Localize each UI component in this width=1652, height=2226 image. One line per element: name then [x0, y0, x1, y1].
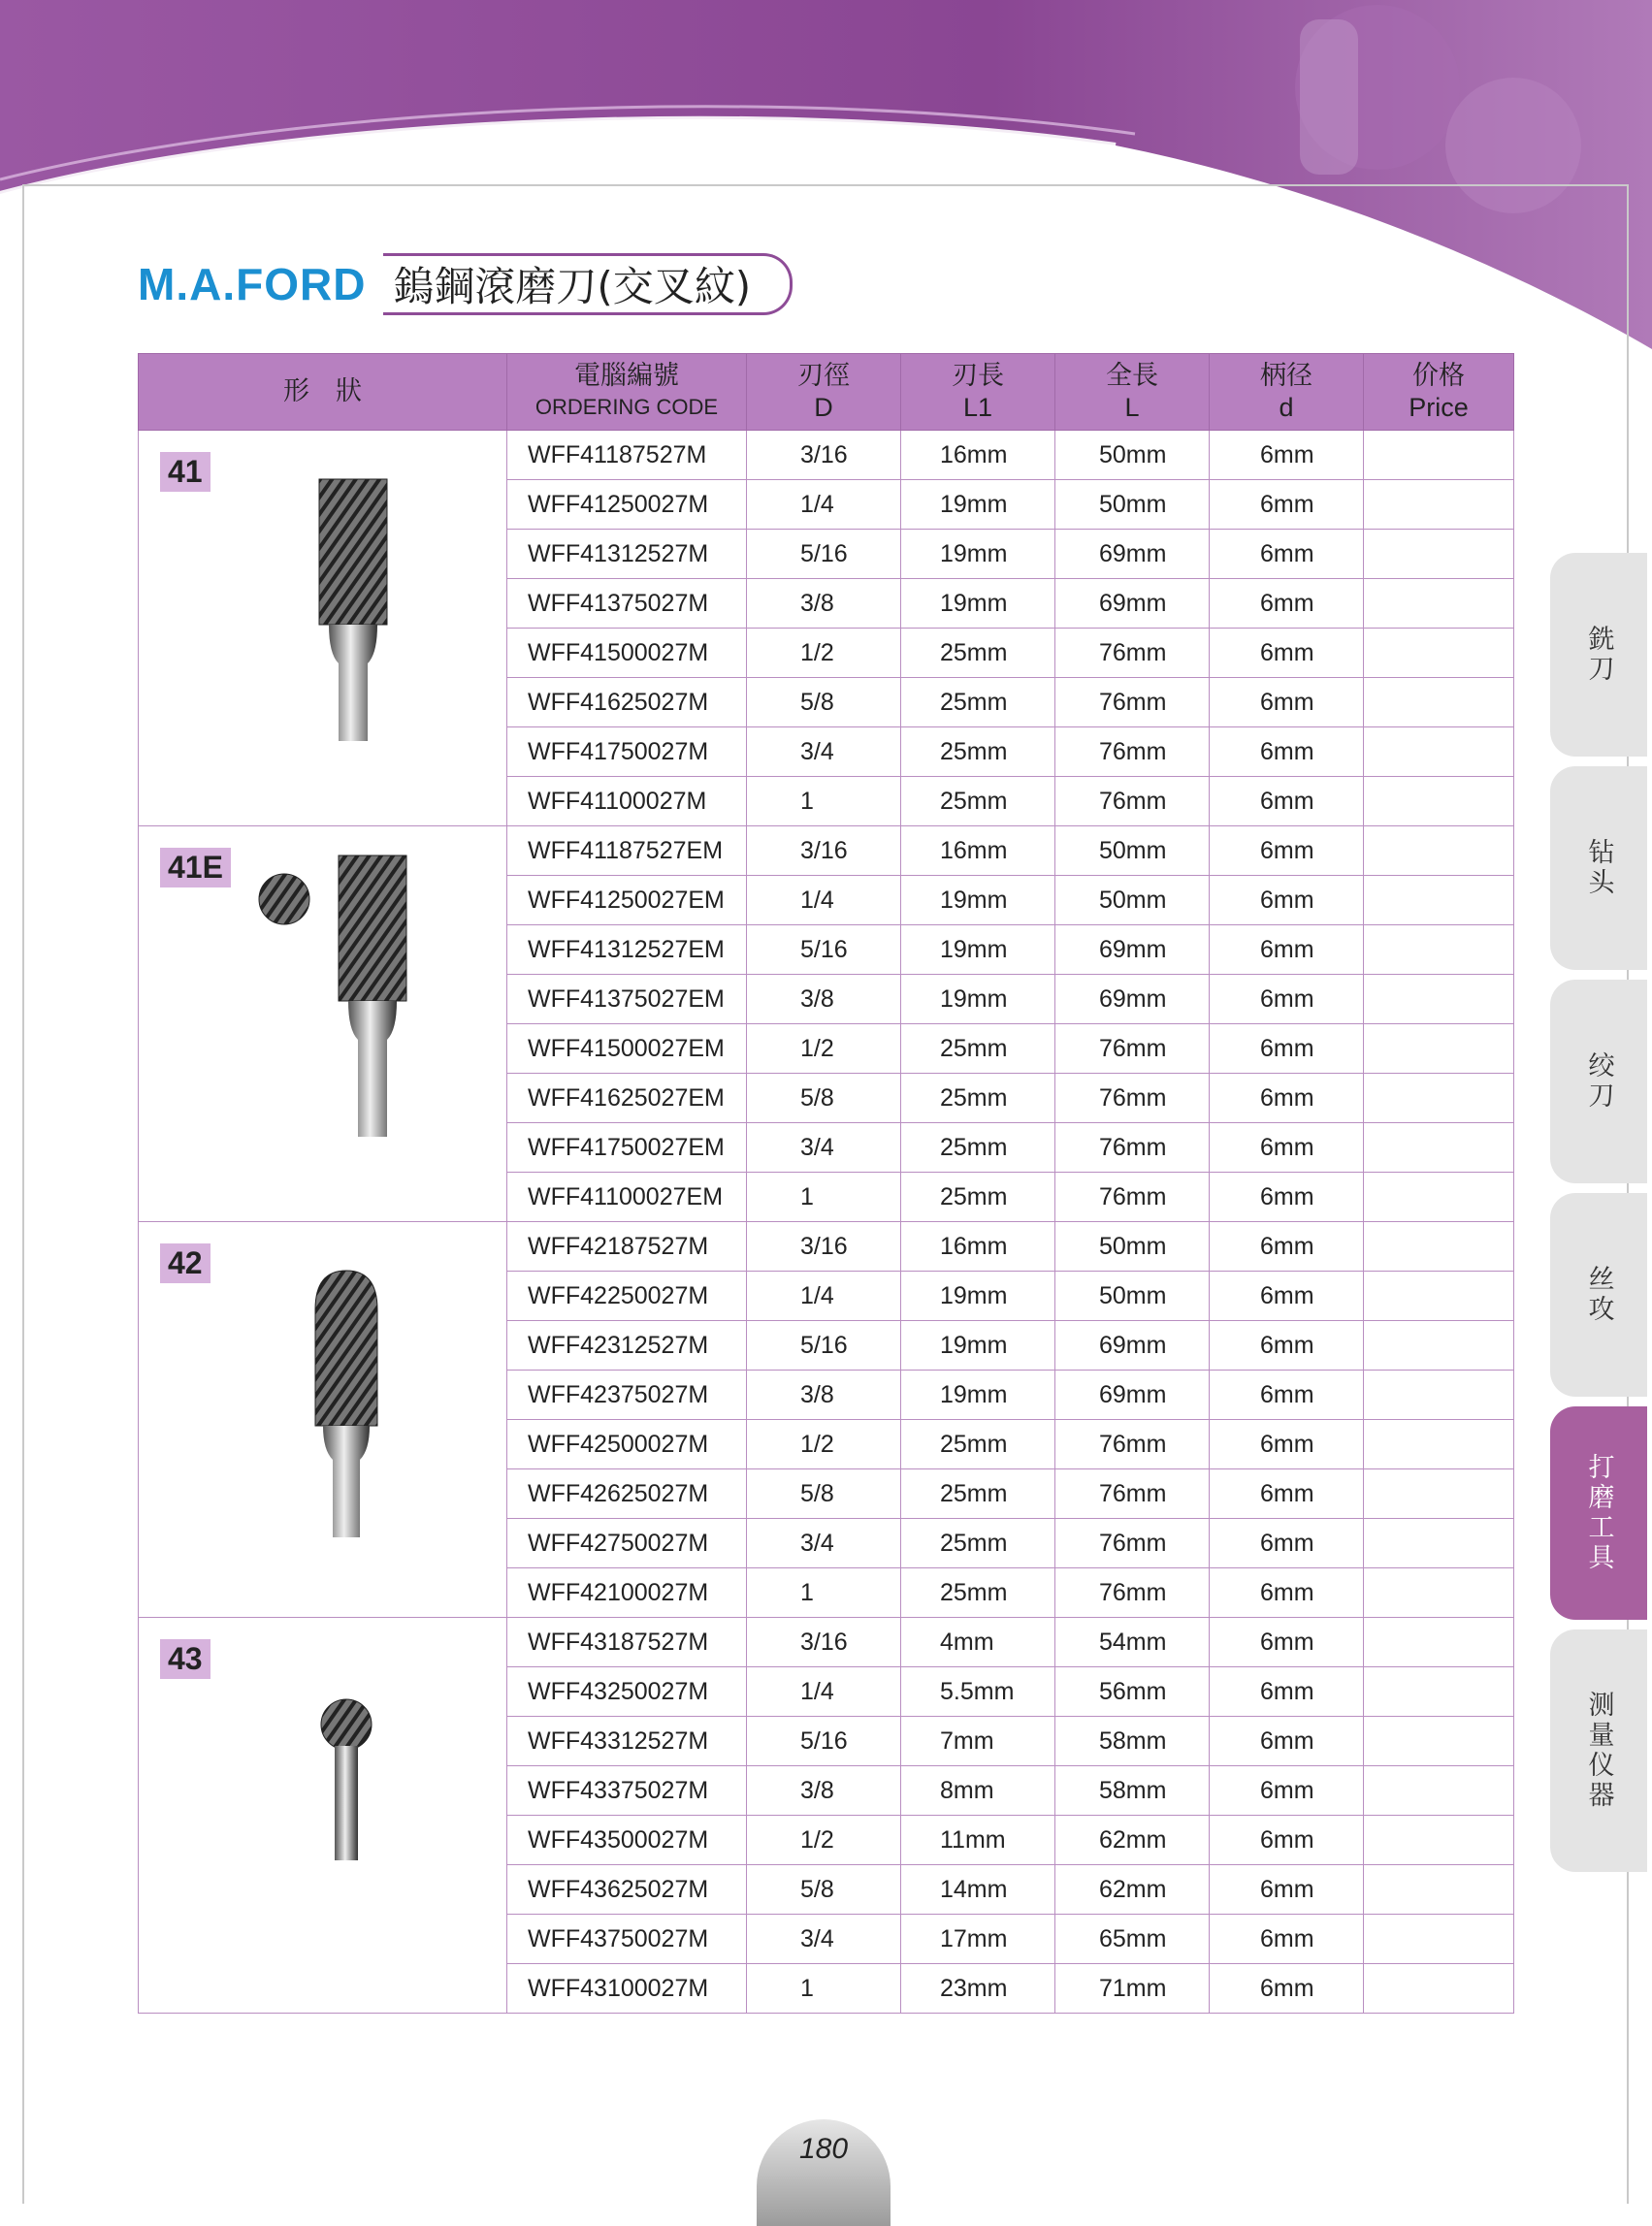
- shank-diameter-cell: 6mm: [1210, 925, 1364, 975]
- ordering-code-cell: WFF43375027M: [507, 1766, 747, 1816]
- cut-length-cell: 23mm: [901, 1964, 1055, 2014]
- cut-length-cell: 16mm: [901, 1222, 1055, 1272]
- diameter-cell: 5/8: [747, 1074, 901, 1123]
- product-table: [138, 353, 1514, 2014]
- ordering-code-cell: WFF42625027M: [507, 1469, 747, 1519]
- table-row: [139, 826, 1514, 876]
- diameter-cell: 5/16: [747, 1717, 901, 1766]
- price-cell: [1364, 579, 1514, 629]
- diameter-cell: 3/4: [747, 1915, 901, 1964]
- shank-diameter-cell: 6mm: [1210, 1964, 1364, 2014]
- col-diameter: 刃徑 D: [747, 354, 901, 431]
- ordering-code-cell: WFF42250027M: [507, 1272, 747, 1321]
- cut-length-cell: 7mm: [901, 1717, 1055, 1766]
- shape-cell: [139, 1618, 507, 2014]
- table-header-row: [139, 354, 1514, 431]
- shank-diameter-cell: 6mm: [1210, 579, 1364, 629]
- total-length-cell: 71mm: [1055, 1964, 1210, 2014]
- ordering-code-cell: WFF43187527M: [507, 1618, 747, 1667]
- diameter-cell: 1/2: [747, 1024, 901, 1074]
- cut-length-cell: 17mm: [901, 1915, 1055, 1964]
- shank-diameter-cell: 6mm: [1210, 629, 1364, 678]
- price-cell: [1364, 1766, 1514, 1816]
- brand-name: M.A.FORD: [138, 259, 367, 309]
- diameter-cell: 1/2: [747, 1420, 901, 1469]
- ordering-code-cell: WFF42375027M: [507, 1371, 747, 1420]
- cut-length-cell: 5.5mm: [901, 1667, 1055, 1717]
- shank-diameter-cell: 6mm: [1210, 431, 1364, 480]
- ordering-code-cell: WFF41375027M: [507, 579, 747, 629]
- cut-length-cell: 19mm: [901, 925, 1055, 975]
- side-tab-reamers[interactable]: 绞刀: [1550, 980, 1647, 1183]
- diameter-cell: 3/16: [747, 826, 901, 876]
- total-length-cell: 69mm: [1055, 925, 1210, 975]
- diameter-cell: 1/4: [747, 480, 901, 530]
- cut-length-cell: 14mm: [901, 1865, 1055, 1915]
- diameter-cell: 5/8: [747, 678, 901, 727]
- ordering-code-cell: WFF41250027EM: [507, 876, 747, 925]
- shank-diameter-cell: 6mm: [1210, 1173, 1364, 1222]
- cut-length-cell: 25mm: [901, 1469, 1055, 1519]
- diameter-cell: 3/16: [747, 1222, 901, 1272]
- diameter-cell: 5/16: [747, 530, 901, 579]
- diameter-cell: 3/4: [747, 1123, 901, 1173]
- side-tab-taps[interactable]: 丝攻: [1550, 1193, 1647, 1397]
- ordering-code-cell: WFF41312527M: [507, 530, 747, 579]
- diameter-cell: 1/2: [747, 629, 901, 678]
- total-length-cell: 58mm: [1055, 1766, 1210, 1816]
- ordering-code-cell: WFF43625027M: [507, 1865, 747, 1915]
- price-cell: [1364, 727, 1514, 777]
- total-length-cell: 56mm: [1055, 1667, 1210, 1717]
- price-cell: [1364, 876, 1514, 925]
- cut-length-cell: 25mm: [901, 1173, 1055, 1222]
- diameter-cell: 3/8: [747, 975, 901, 1024]
- diameter-cell: 5/8: [747, 1865, 901, 1915]
- total-length-cell: 54mm: [1055, 1618, 1210, 1667]
- shape-tag: 41E: [160, 848, 231, 887]
- price-cell: [1364, 1321, 1514, 1371]
- shank-diameter-cell: 6mm: [1210, 480, 1364, 530]
- side-tab-grinding-tools[interactable]: 打磨工具: [1550, 1406, 1647, 1620]
- cut-length-cell: 25mm: [901, 1074, 1055, 1123]
- page-number: 180: [757, 2119, 891, 2226]
- shape-tag: 41: [160, 452, 211, 492]
- diameter-cell: 5/16: [747, 1321, 901, 1371]
- total-length-cell: 76mm: [1055, 727, 1210, 777]
- total-length-cell: 50mm: [1055, 876, 1210, 925]
- diameter-cell: 3/4: [747, 727, 901, 777]
- total-length-cell: 76mm: [1055, 1420, 1210, 1469]
- cut-length-cell: 19mm: [901, 480, 1055, 530]
- ordering-code-cell: WFF42500027M: [507, 1420, 747, 1469]
- price-cell: [1364, 826, 1514, 876]
- shank-diameter-cell: 6mm: [1210, 1717, 1364, 1766]
- cut-length-cell: 19mm: [901, 579, 1055, 629]
- shape-tag: 42: [160, 1243, 211, 1283]
- diameter-cell: 1/2: [747, 1816, 901, 1865]
- total-length-cell: 76mm: [1055, 777, 1210, 826]
- price-cell: [1364, 530, 1514, 579]
- total-length-cell: 58mm: [1055, 1717, 1210, 1766]
- ordering-code-cell: WFF41625027EM: [507, 1074, 747, 1123]
- ordering-code-cell: WFF41100027M: [507, 777, 747, 826]
- diameter-cell: 1/4: [747, 1667, 901, 1717]
- table-row: [139, 431, 1514, 480]
- shape-cell: [139, 826, 507, 1222]
- shank-diameter-cell: 6mm: [1210, 1272, 1364, 1321]
- diameter-cell: 3/8: [747, 1371, 901, 1420]
- total-length-cell: 50mm: [1055, 480, 1210, 530]
- shank-diameter-cell: 6mm: [1210, 1469, 1364, 1519]
- shank-diameter-cell: 6mm: [1210, 1568, 1364, 1618]
- total-length-cell: 50mm: [1055, 431, 1210, 480]
- total-length-cell: 76mm: [1055, 1123, 1210, 1173]
- cut-length-cell: 16mm: [901, 431, 1055, 480]
- price-cell: [1364, 678, 1514, 727]
- col-shank-diameter: 柄径 d: [1210, 354, 1364, 431]
- price-cell: [1364, 1568, 1514, 1618]
- cut-length-cell: 25mm: [901, 1519, 1055, 1568]
- page-title-text: 鎢鋼滾磨刀(交叉紋): [393, 263, 752, 310]
- price-cell: [1364, 1667, 1514, 1717]
- price-cell: [1364, 629, 1514, 678]
- price-cell: [1364, 1123, 1514, 1173]
- price-cell: [1364, 1074, 1514, 1123]
- cut-length-cell: 19mm: [901, 530, 1055, 579]
- ordering-code-cell: WFF41250027M: [507, 480, 747, 530]
- col-price: 价格 Price: [1364, 354, 1514, 431]
- shank-diameter-cell: 6mm: [1210, 1420, 1364, 1469]
- shank-diameter-cell: 6mm: [1210, 678, 1364, 727]
- price-cell: [1364, 431, 1514, 480]
- diameter-cell: 3/4: [747, 1519, 901, 1568]
- shape-tag: 43: [160, 1639, 211, 1679]
- ordering-code-cell: WFF41187527EM: [507, 826, 747, 876]
- diameter-cell: 1: [747, 777, 901, 826]
- total-length-cell: 76mm: [1055, 1173, 1210, 1222]
- cut-length-cell: 19mm: [901, 1272, 1055, 1321]
- shank-diameter-cell: 6mm: [1210, 1074, 1364, 1123]
- ordering-code-cell: WFF43500027M: [507, 1816, 747, 1865]
- col-ordering-code: 電腦編號 ORDERING CODE: [507, 354, 747, 431]
- cut-length-cell: 25mm: [901, 1123, 1055, 1173]
- ordering-code-cell: WFF41500027M: [507, 629, 747, 678]
- total-length-cell: 76mm: [1055, 629, 1210, 678]
- cut-length-cell: 25mm: [901, 727, 1055, 777]
- ordering-code-cell: WFF42312527M: [507, 1321, 747, 1371]
- page-title: [383, 253, 793, 315]
- ordering-code-cell: WFF42750027M: [507, 1519, 747, 1568]
- price-cell: [1364, 1222, 1514, 1272]
- price-cell: [1364, 1420, 1514, 1469]
- ordering-code-cell: WFF42187527M: [507, 1222, 747, 1272]
- ordering-code-cell: WFF43750027M: [507, 1915, 747, 1964]
- shank-diameter-cell: 6mm: [1210, 1865, 1364, 1915]
- price-cell: [1364, 975, 1514, 1024]
- diameter-cell: 5/8: [747, 1469, 901, 1519]
- shank-diameter-cell: 6mm: [1210, 1618, 1364, 1667]
- shank-diameter-cell: 6mm: [1210, 1667, 1364, 1717]
- total-length-cell: 62mm: [1055, 1865, 1210, 1915]
- total-length-cell: 69mm: [1055, 579, 1210, 629]
- shank-diameter-cell: 6mm: [1210, 1371, 1364, 1420]
- shank-diameter-cell: 6mm: [1210, 530, 1364, 579]
- cut-length-cell: 19mm: [901, 876, 1055, 925]
- total-length-cell: 76mm: [1055, 678, 1210, 727]
- diameter-cell: 1: [747, 1964, 901, 2014]
- product-table-wrapper: [138, 353, 1513, 2014]
- shape-cell: [139, 1222, 507, 1618]
- price-cell: [1364, 1618, 1514, 1667]
- price-cell: [1364, 777, 1514, 826]
- total-length-cell: 50mm: [1055, 826, 1210, 876]
- cut-length-cell: 16mm: [901, 826, 1055, 876]
- cut-length-cell: 19mm: [901, 1371, 1055, 1420]
- ordering-code-cell: WFF41312527EM: [507, 925, 747, 975]
- total-length-cell: 50mm: [1055, 1272, 1210, 1321]
- price-cell: [1364, 1173, 1514, 1222]
- total-length-cell: 65mm: [1055, 1915, 1210, 1964]
- shank-diameter-cell: 6mm: [1210, 1766, 1364, 1816]
- ordering-code-cell: WFF43250027M: [507, 1667, 747, 1717]
- side-tab-measuring[interactable]: 测量仪器: [1550, 1629, 1647, 1872]
- cut-length-cell: 25mm: [901, 1024, 1055, 1074]
- title-row: [138, 250, 793, 318]
- ordering-code-cell: WFF41625027M: [507, 678, 747, 727]
- cut-length-cell: 8mm: [901, 1766, 1055, 1816]
- total-length-cell: 69mm: [1055, 1371, 1210, 1420]
- total-length-cell: 69mm: [1055, 530, 1210, 579]
- cut-length-cell: 11mm: [901, 1816, 1055, 1865]
- price-cell: [1364, 1469, 1514, 1519]
- shank-diameter-cell: 6mm: [1210, 777, 1364, 826]
- table-row: [139, 1222, 1514, 1272]
- ordering-code-cell: WFF41375027EM: [507, 975, 747, 1024]
- shank-diameter-cell: 6mm: [1210, 1321, 1364, 1371]
- shank-diameter-cell: 6mm: [1210, 1222, 1364, 1272]
- cut-length-cell: 25mm: [901, 1568, 1055, 1618]
- diameter-cell: 3/16: [747, 431, 901, 480]
- cut-length-cell: 19mm: [901, 1321, 1055, 1371]
- ordering-code-cell: WFF41750027M: [507, 727, 747, 777]
- total-length-cell: 76mm: [1055, 1568, 1210, 1618]
- ordering-code-cell: WFF42100027M: [507, 1568, 747, 1618]
- diameter-cell: 5/16: [747, 925, 901, 975]
- shank-diameter-cell: 6mm: [1210, 1519, 1364, 1568]
- cut-length-cell: 4mm: [901, 1618, 1055, 1667]
- price-cell: [1364, 1865, 1514, 1915]
- shank-diameter-cell: 6mm: [1210, 975, 1364, 1024]
- side-tab-drills[interactable]: 钻头: [1550, 766, 1647, 970]
- diameter-cell: 1/4: [747, 1272, 901, 1321]
- ordering-code-cell: WFF43100027M: [507, 1964, 747, 2014]
- ordering-code-cell: WFF43312527M: [507, 1717, 747, 1766]
- diameter-cell: 3/8: [747, 579, 901, 629]
- shank-diameter-cell: 6mm: [1210, 1915, 1364, 1964]
- total-length-cell: 69mm: [1055, 1321, 1210, 1371]
- total-length-cell: 62mm: [1055, 1816, 1210, 1865]
- shank-diameter-cell: 6mm: [1210, 1024, 1364, 1074]
- price-cell: [1364, 1915, 1514, 1964]
- shank-diameter-cell: 6mm: [1210, 876, 1364, 925]
- price-cell: [1364, 480, 1514, 530]
- cut-length-cell: 19mm: [901, 975, 1055, 1024]
- total-length-cell: 50mm: [1055, 1222, 1210, 1272]
- shank-diameter-cell: 6mm: [1210, 727, 1364, 777]
- ordering-code-cell: WFF41500027EM: [507, 1024, 747, 1074]
- shank-diameter-cell: 6mm: [1210, 826, 1364, 876]
- table-row: [139, 1618, 1514, 1667]
- diameter-cell: 3/16: [747, 1618, 901, 1667]
- price-cell: [1364, 1816, 1514, 1865]
- col-total-length: 全長 L: [1055, 354, 1210, 431]
- side-tab-milling[interactable]: 銑刀: [1550, 553, 1647, 757]
- shank-diameter-cell: 6mm: [1210, 1123, 1364, 1173]
- shape-cell: [139, 431, 507, 826]
- diameter-cell: 1: [747, 1568, 901, 1618]
- price-cell: [1364, 1964, 1514, 2014]
- shank-diameter-cell: 6mm: [1210, 1816, 1364, 1865]
- cut-length-cell: 25mm: [901, 1420, 1055, 1469]
- ordering-code-cell: WFF41187527M: [507, 431, 747, 480]
- price-cell: [1364, 1519, 1514, 1568]
- col-shape: 形 狀: [139, 354, 507, 431]
- total-length-cell: 76mm: [1055, 1024, 1210, 1074]
- total-length-cell: 69mm: [1055, 975, 1210, 1024]
- ordering-code-cell: WFF41100027EM: [507, 1173, 747, 1222]
- cut-length-cell: 25mm: [901, 678, 1055, 727]
- price-cell: [1364, 1371, 1514, 1420]
- diameter-cell: 1/4: [747, 876, 901, 925]
- price-cell: [1364, 1024, 1514, 1074]
- price-cell: [1364, 1717, 1514, 1766]
- price-cell: [1364, 925, 1514, 975]
- total-length-cell: 76mm: [1055, 1074, 1210, 1123]
- col-cut-length: 刃長 L1: [901, 354, 1055, 431]
- ordering-code-cell: WFF41750027EM: [507, 1123, 747, 1173]
- diameter-cell: 1: [747, 1173, 901, 1222]
- total-length-cell: 76mm: [1055, 1469, 1210, 1519]
- cut-length-cell: 25mm: [901, 777, 1055, 826]
- price-cell: [1364, 1272, 1514, 1321]
- total-length-cell: 76mm: [1055, 1519, 1210, 1568]
- cut-length-cell: 25mm: [901, 629, 1055, 678]
- diameter-cell: 3/8: [747, 1766, 901, 1816]
